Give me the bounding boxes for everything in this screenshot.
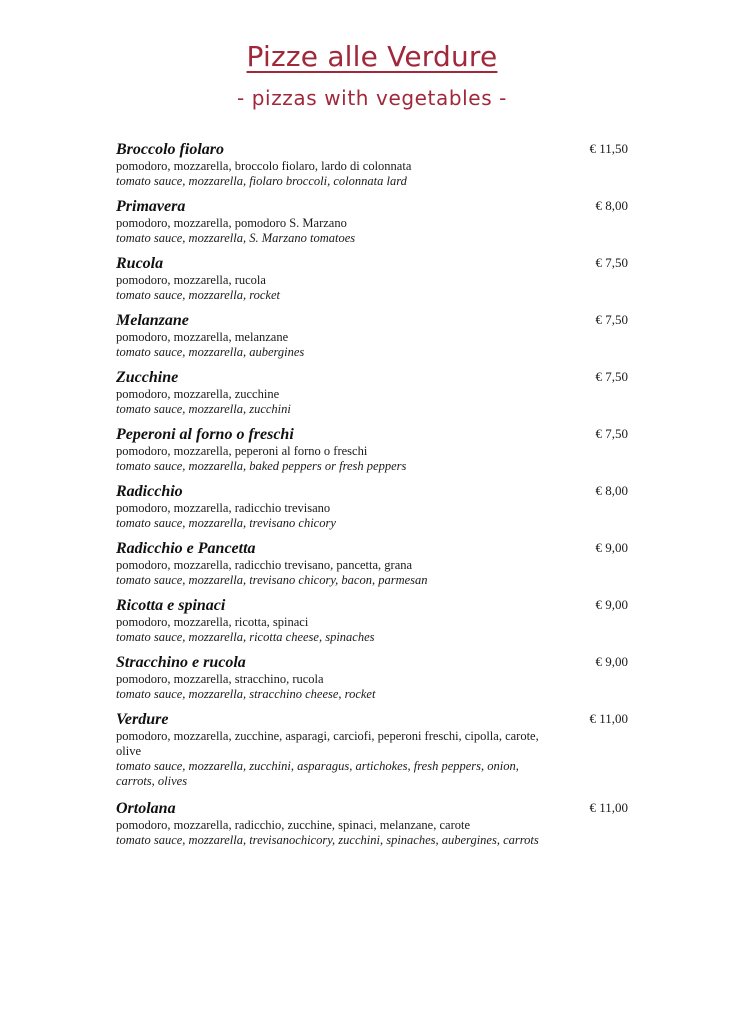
- item-price: € 11,00: [589, 711, 628, 726]
- item-ingredients-en: tomato sauce, mozzarella, fiolaro broccoli, colonnata lard: [116, 174, 407, 188]
- menu-item: [116, 710, 628, 799]
- item-price: € 7,50: [595, 369, 628, 384]
- item-price: € 9,00: [595, 597, 628, 612]
- menu-item: [116, 311, 628, 368]
- item-ingredients-en: tomato sauce, mozzarella, stracchino cheese, rocket: [116, 687, 376, 701]
- item-ingredients-it: pomodoro, mozzarella, melanzane: [116, 330, 289, 344]
- menu-item: [116, 140, 628, 197]
- menu-item: [116, 425, 628, 482]
- item-ingredients-en: tomato sauce, mozzarella, trevisano chicory: [116, 516, 336, 530]
- item-ingredients-en: tomato sauce, mozzarella, trevisanochicory, zucchini, spinaches, aubergines, carrots: [116, 833, 539, 847]
- item-name: Radicchio e Pancetta: [116, 540, 256, 557]
- item-ingredients-en: tomato sauce, mozzarella, ricotta cheese, spinaches: [116, 630, 375, 644]
- item-price: € 7,50: [595, 312, 628, 327]
- item-ingredients-it: pomodoro, mozzarella, radicchio, zucchine, spinaci, melanzane, carote: [116, 818, 470, 832]
- item-price: € 7,50: [595, 426, 628, 441]
- page-title: [0, 40, 744, 73]
- item-ingredients-it: pomodoro, mozzarella, zucchine, asparagi, carciofi, peperoni freschi, cipolla, carote, olive: [116, 729, 539, 758]
- page-title-text: Pizze alle Verdure: [246, 40, 498, 73]
- item-name: Broccolo fiolaro: [116, 141, 224, 158]
- menu-item: [116, 368, 628, 425]
- menu-item: [116, 482, 628, 539]
- item-ingredients-it: pomodoro, mozzarella, peperoni al forno o freschi: [116, 444, 368, 458]
- menu-item: [116, 254, 628, 311]
- menu-item: [116, 799, 628, 879]
- menu-list: [116, 140, 628, 879]
- item-name: Rucola: [116, 255, 164, 272]
- menu-item: [116, 539, 628, 596]
- item-ingredients-en: tomato sauce, mozzarella, S. Marzano tomatoes: [116, 231, 356, 245]
- item-ingredients-it: pomodoro, mozzarella, broccolo fiolaro, lardo di colonnata: [116, 159, 412, 173]
- item-name: Radicchio: [116, 483, 183, 500]
- item-name: Primavera: [116, 198, 186, 215]
- item-ingredients-en: tomato sauce, mozzarella, aubergines: [116, 345, 305, 359]
- item-ingredients-it: pomodoro, mozzarella, stracchino, rucola: [116, 672, 324, 686]
- item-ingredients-it: pomodoro, mozzarella, radicchio trevisano, pancetta, grana: [116, 558, 413, 572]
- item-name: Peperoni al forno o freschi: [116, 426, 294, 443]
- item-price: € 8,00: [595, 483, 628, 498]
- menu-item: [116, 596, 628, 653]
- item-name: Verdure: [116, 711, 169, 728]
- item-ingredients-en: tomato sauce, mozzarella, rocket: [116, 288, 280, 302]
- item-ingredients-en: tomato sauce, mozzarella, zucchini, asparagus, artichokes, fresh peppers, onion, carrots, olives: [116, 759, 519, 788]
- item-ingredients-it: pomodoro, mozzarella, rucola: [116, 273, 266, 287]
- item-price: € 9,00: [595, 540, 628, 555]
- item-name: Ortolana: [116, 800, 176, 817]
- item-name: Melanzane: [116, 312, 189, 329]
- item-name: Stracchino e rucola: [116, 654, 246, 671]
- item-price: € 9,00: [595, 654, 628, 669]
- item-ingredients-en: tomato sauce, mozzarella, zucchini: [116, 402, 291, 416]
- item-ingredients-it: pomodoro, mozzarella, ricotta, spinaci: [116, 615, 309, 629]
- item-price: € 8,00: [595, 198, 628, 213]
- item-ingredients-it: pomodoro, mozzarella, radicchio trevisano: [116, 501, 331, 515]
- item-name: Ricotta e spinaci: [116, 597, 226, 614]
- item-price: € 11,50: [589, 141, 628, 156]
- item-price: € 11,00: [589, 800, 628, 815]
- item-ingredients-it: pomodoro, mozzarella, pomodoro S. Marzano: [116, 216, 347, 230]
- item-ingredients-en: tomato sauce, mozzarella, trevisano chicory, bacon, parmesan: [116, 573, 428, 587]
- item-ingredients-it: pomodoro, mozzarella, zucchine: [116, 387, 280, 401]
- menu-item: [116, 653, 628, 710]
- menu-item: [116, 197, 628, 254]
- item-name: Zucchine: [116, 369, 179, 386]
- item-price: € 7,50: [595, 255, 628, 270]
- page-subtitle: - pizzas with vegetables -: [236, 86, 508, 110]
- item-ingredients-en: tomato sauce, mozzarella, baked peppers or fresh peppers: [116, 459, 407, 473]
